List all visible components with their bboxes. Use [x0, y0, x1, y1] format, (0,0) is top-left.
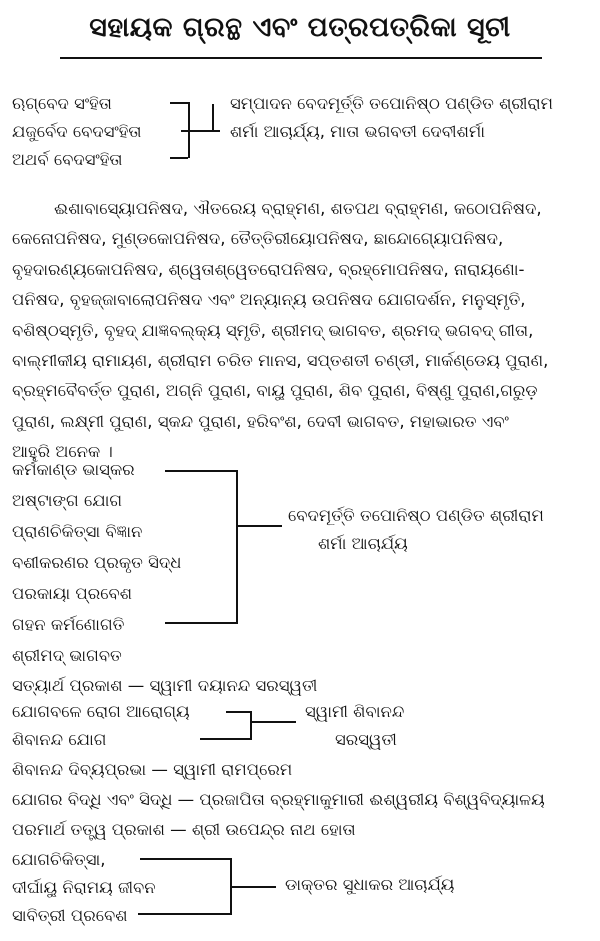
group-c-item: ଯୋଗଚିକିତ୍ସା,	[12, 850, 106, 869]
group-a-item: ବଶୀକରଣର ପ୍ରକୃତ ସିଦ୍ଧ	[12, 553, 182, 572]
title-underline	[60, 57, 542, 59]
group-b-attribution: ସରସ୍ୱତୀ	[335, 730, 397, 749]
group-b-item: ଶିବାନନ୍ଦ ଯୋଗ	[12, 730, 107, 749]
book-list-paragraph	[12, 194, 590, 468]
paragraph-line: ପନିଷଦ, ବୃହଜ୍ଜାବାଲୋପନିଷଦ ଏବଂ ଅନ୍ୟାନ୍ୟ ଉପନିଷଦ ଯୋଗଦର୍ଶନ, ମନୁସ୍ମୃତି,	[12, 290, 526, 310]
veda-item: ଋଗ୍‌ବେଦ ସଂହିତା	[12, 94, 112, 113]
paragraph-line: କେନୋପନିଷଦ, ମୁଣ୍ଡକୋପନିଷଦ, ତୈତ୍ତିରୀୟୋପନିଷଦ, ଛାନ୍ଦୋଗ୍ୟୋପନିଷଦ,	[12, 229, 504, 249]
yogara-line: ଯୋଗର ବିଦ୍ଧି ଏବଂ ସିଦ୍ଧି — ପ୍ରଜାପିତା ବ୍ରହ୍ମାକୁମାରୀ ଈଶ୍ୱରୀୟ ବିଶ୍ୱବିଦ୍ୟାଳୟ	[12, 790, 545, 809]
bracket-line	[232, 886, 276, 888]
paragraph-line: ଆହୁରି ଅନେକ ।	[12, 442, 113, 462]
bracket-line	[252, 721, 296, 723]
bhagavata-line: ଶ୍ରୀମଦ୍ ଭାଗବତ	[12, 646, 122, 665]
bracket-line	[181, 130, 190, 132]
group-a-attribution: ଶର୍ମା ଆଚାର୍ଯ୍ୟ	[318, 534, 408, 553]
paragraph-line: ଈଶାବାସ୍ୟୋପନିଷଦ, ଐତରେୟ ବ୍ରାହ୍ମଣ, ଶତପଥ ବ୍ରାହ୍ମଣ, କଠୋପନିଷଦ,	[54, 199, 542, 218]
group-c-item: ଦୀର୍ଘାୟୁ ନିରାମୟ ଜୀବନ	[12, 878, 156, 897]
group-a-item: ଗହନ କର୍ମଣୋଗତି	[12, 615, 125, 634]
bracket-line	[238, 525, 282, 527]
group-b-item: ଯୋଗବଳେ ରୋଗ ଆରୋଗ୍ୟ	[12, 702, 190, 721]
bracket-line	[140, 858, 232, 860]
paragraph-line: ପୁରାଣ, ଲକ୍ଷ୍ମୀ ପୁରାଣ, ସ୍କନ୍ଦ ପୁରାଣ, ହରିବଂଶ, ଦେବୀ ଭାଗବତ, ମହାଭାରତ ଏବଂ	[12, 411, 509, 431]
group-a-item: କର୍ମକାଣ୍ଡ ଭାସ୍କର	[12, 460, 135, 479]
group-b-attribution: ସ୍ୱାମୀ ଶିବାନନ୍ଦ	[305, 702, 405, 721]
veda-attribution: ସମ୍ପାଦନ ବେଦମୂର୍ତ୍ତି ତପୋନିଷ୍ଠ ପଣ୍ଡିତ ଶ୍ରୀରାମ	[230, 94, 553, 113]
bracket-line	[165, 622, 238, 624]
bracket-line	[236, 470, 238, 623]
bracket-line	[190, 130, 220, 132]
paramartha-line: ପରମାର୍ଥ ତତ୍ତ୍ୱ ପ୍ରକାଶ — ଶ୍ରୀ ଉପେନ୍ଦ୍ର ନାଥ ହୋତା	[12, 820, 356, 839]
bracket-line	[170, 102, 188, 104]
veda-attribution: ଶର୍ମା ଆଚାର୍ଯ୍ୟ, ମାତା ଭଗବତୀ ଦେବୀଶର୍ମା	[230, 122, 486, 141]
bracket-line	[165, 470, 238, 472]
group-c-item: ସାବିତ୍ରୀ ପ୍ରବେଶ	[12, 906, 128, 925]
bracket-line	[226, 711, 252, 713]
bracket-line	[212, 104, 214, 132]
bracket-line	[138, 913, 232, 915]
veda-item: ଯଜୁର୍ବେଦ ବେଦସଂହିତା	[12, 122, 142, 141]
page-title: ସହାୟକ ଗ୍ରନ୍ଥ ଏବଂ ପତ୍ରପତ୍ରିକା ସୂଚୀ	[89, 12, 511, 43]
paragraph-line: ବାଲ୍ମୀକୀୟ ରାମାୟଣ, ଶ୍ରୀରାମ ଚରିତ ମାନସ, ସପ୍ତଶତୀ ଚଣ୍ଡୀ, ମାର୍କଣ୍ଡେୟ ପୁରାଣ,	[12, 351, 549, 371]
paragraph-line: ବୃହଦାରଣ୍ୟକୋପନିଷଦ, ଶ୍ୱେତାଶ୍ୱେତରୋପନିଷଦ, ବ୍ରହ୍ମୋପନିଷଦ, ନାରାୟଣୋ-	[12, 259, 525, 279]
paragraph-line: ବଶିଷ୍ଠସ୍ମୃତି, ବୃହଦ୍ ଯାଜ୍ଞବଲ୍କ୍ୟ ସ୍ମୃତି, ଶ୍ରୀମଦ୍ ଭାଗବତ, ଶ୍ରମଦ୍ ଭଗବଦ୍ ଗୀତା,	[12, 320, 534, 340]
group-a-item: ପରକାୟା ପ୍ରବେଶ	[12, 584, 133, 603]
group-c-attribution: ଡାକ୍ତର ସୁଧାକର ଆଚାର୍ଯ୍ୟ	[285, 875, 455, 894]
paragraph-line: ବ୍ରହ୍ମବୈବର୍ତ୍ତ ପୁରାଣ, ଅଗ୍ନି ପୁରାଣ, ବାୟୁ ପୁରାଣ, ଶିବ ପୁରାଣ, ବିଷ୍ଣୁ ପୁରାଣ,ଗରୁଡ଼	[12, 381, 538, 401]
veda-item: ଅଥର୍ବ ବେଦସଂହିତା	[12, 150, 123, 169]
satyartha-line: ସତ୍ୟାର୍ଥ ପ୍ରକାଶ — ସ୍ୱାମୀ ଦୟାନନ୍ଦ ସରସ୍ୱତୀ	[12, 676, 318, 695]
group-a-item: ପ୍ରାଣଚିକିତ୍ସା ବିଜ୍ଞାନ	[12, 522, 143, 541]
bracket-line	[250, 711, 252, 739]
group-a-item: ଅଷ୍ଟାଙ୍ଗ ଯୋଗ	[12, 491, 123, 510]
bracket-line	[170, 157, 188, 159]
bracket-line	[200, 738, 252, 740]
group-a-attribution: ବେଦମୂର୍ତ୍ତି ତପୋନିଷ୍ଠ ପଣ୍ଡିତ ଶ୍ରୀରାମ	[288, 506, 544, 525]
shivananda-line: ଶିବାନନ୍ଦ ଦିବ୍ୟପ୍ରଭା — ସ୍ୱାମୀ ରାମପ୍ରେମ	[12, 760, 293, 779]
